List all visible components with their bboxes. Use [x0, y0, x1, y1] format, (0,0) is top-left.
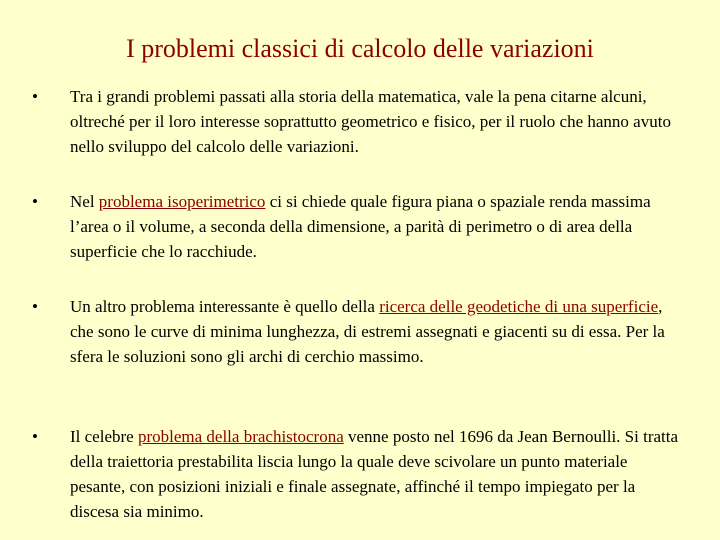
- bullet-item-brachistochrone: [32, 424, 680, 524]
- slide-title: I problemi classici di calcolo delle variazioni: [126, 34, 594, 63]
- bullet-item-intro: [32, 84, 680, 159]
- highlight-term: ricerca delle geodetiche di una superficie: [379, 297, 659, 316]
- bullet-text-post: ci si chiede quale figura piana o spaziale renda massima l’area o il volume, a seconda della dimensione, a parità di perimetro o di area della superficie che lo racchiude.: [70, 192, 651, 261]
- bullet-dot: •: [32, 427, 38, 446]
- bullet-text-pre: Un altro problema interessante è quello della: [70, 297, 380, 316]
- bullet-item-geodesics: [32, 294, 680, 369]
- bullet-text-post: venne posto nel 1696 da Jean Bernoulli. Si tratta della traiettoria prestabilita liscia lungo la quale deve scivolare un punto materiale pesante, con posizioni iniziali e finale assegnate, affinché il tempo impiegato per la discesa sia minimo.: [70, 427, 679, 521]
- bullet-text-pre: Il celebre: [70, 427, 138, 446]
- bullet-dot: •: [32, 297, 38, 316]
- bullet-item-isoperimetric: [32, 189, 680, 264]
- bullet-dot: •: [32, 192, 38, 211]
- bullet-text-pre: Nel: [70, 192, 99, 211]
- bullet-text: Tra i grandi problemi passati alla storia della matematica, vale la pena citarne alcuni, oltreché per il loro interesse soprattutto geometrico e fisico, per il ruolo che hanno avuto nello sviluppo del calcolo delle variazioni.: [70, 87, 671, 156]
- highlight-term: problema della brachistocrona: [137, 427, 344, 446]
- bullet-text-post: , che sono le curve di minima lunghezza, di estremi assegnati e giacenti su di essa. Per la sfera le soluzioni sono gli archi di cerchio massimo.: [70, 297, 665, 366]
- bullet-dot: •: [32, 87, 38, 106]
- highlight-term: problema isoperimetrico: [98, 192, 266, 211]
